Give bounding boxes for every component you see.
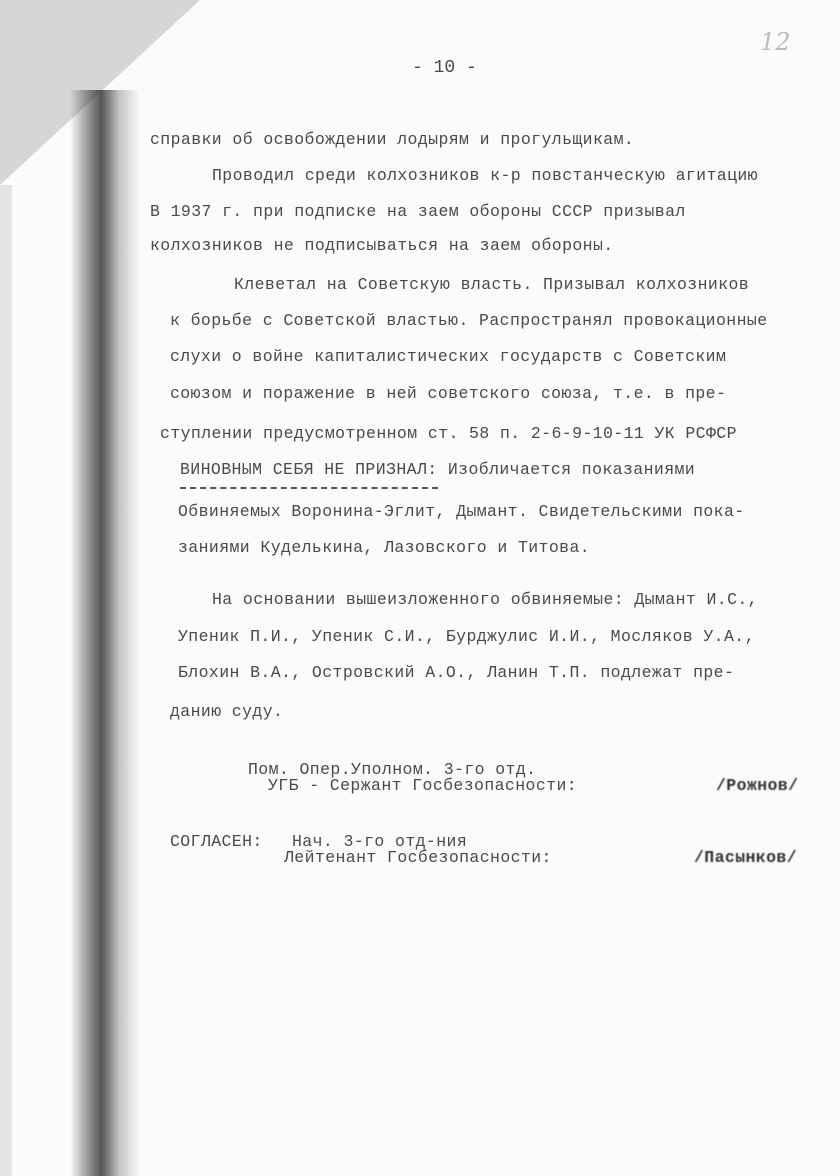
approver-signature: /Пасынков/ [694, 848, 798, 867]
text-line: Клеветал на Советскую власть. Призывал колхозников [234, 275, 750, 294]
author-signature: /Рожнов/ [716, 776, 799, 795]
text-line: колхозников не подписываться на заем обороны. [150, 236, 614, 255]
text-line: ступлении предусмотренном ст. 58 п. 2-6-9-10-11 УК РСФСР [160, 424, 737, 443]
text-line: Проводил среди колхозников к-р повстанческую агитацию [212, 166, 758, 185]
text-line: слухи о войне капиталистических государств с Советским [170, 347, 727, 366]
scan-binding-shadow [70, 90, 140, 1176]
approver-title-2: Лейтенант Госбезопасности: [284, 848, 552, 867]
approver-title-1: Нач. 3-го отд-ния [292, 832, 468, 851]
text-line: справки об освобождении лодырям и прогульщикам. [150, 130, 635, 149]
text-line: Блохин В.А., Островский А.О., Ланин Т.П. подлежат пре- [178, 663, 735, 682]
text-line: к борьбе с Советской властью. Распространял провокационные [170, 311, 768, 330]
text-line: заниями Куделькина, Лазовского и Титова. [178, 538, 591, 557]
guilt-line [180, 460, 695, 479]
scan-edge [0, 185, 12, 1176]
text-line: союзом и поражение в ней советского союза, т.е. в пре- [170, 384, 727, 403]
text-line: Обвиняемых Воронина-Эглит, Дымант. Свидетельскими пока- [178, 502, 745, 521]
text-line: Упеник П.И., Упеник С.И., Бурджулис И.И., Мосляков У.А., [178, 627, 755, 646]
guilt-heading: ВИНОВНЫМ СЕБЯ НЕ ПРИЗНАЛ: [180, 460, 438, 489]
author-title-1: Пом. Опер.Уполном. 3-го отд. [248, 760, 537, 779]
guilt-rest: Изобличается показаниями [447, 460, 696, 479]
page-number: - 10 - [412, 58, 477, 78]
handwritten-folio: 12 [760, 28, 791, 56]
approved-label: СОГЛАСЕН: [170, 832, 263, 851]
author-title-2: УГБ - Сержант Госбезопасности: [268, 776, 578, 795]
text-line: данию суду. [170, 702, 284, 721]
text-line: На основании вышеизложенного обвиняемые: Дымант И.С., [212, 590, 758, 609]
text-line: В 1937 г. при подписке на заем обороны СССР призывал [150, 202, 686, 221]
